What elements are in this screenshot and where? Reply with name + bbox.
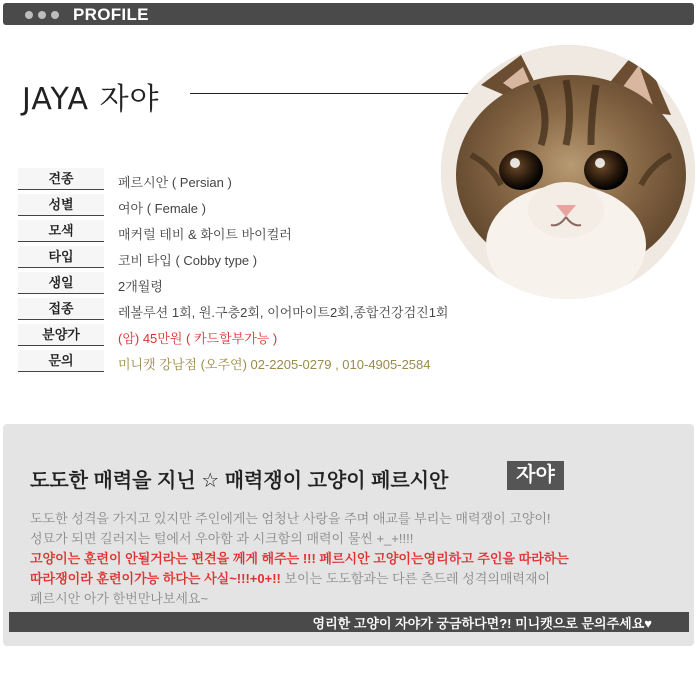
name-badge: 자야: [507, 461, 564, 490]
info-label: 문의: [18, 350, 104, 372]
dot-icon: [25, 11, 33, 19]
description-line-5: 페르시안 아가 한번만나보세요~: [30, 591, 209, 606]
header-dots: [25, 11, 59, 19]
description-line-4: [30, 568, 550, 587]
description-line-4-gray: 보이는 도도함과는 다른 츤드레 성격의매력재이: [280, 571, 551, 586]
info-label: 타입: [18, 246, 104, 268]
info-label: 접종: [18, 298, 104, 320]
kitten-photo: [441, 45, 695, 299]
description-line-2: 성묘가 되면 길러지는 털에서 우아함 과 시크함의 매력이 물씬 +_+!!!!: [30, 531, 414, 546]
info-label: 분양가: [18, 324, 104, 346]
kitten-illustration: [441, 45, 695, 299]
info-value: 매커럴 테비 & 화이트 바이컬러: [118, 227, 292, 242]
info-value: 레볼루션 1회, 원.구충2회, 이어마이트2회,종합건강검진1회: [118, 305, 449, 320]
headline-part1: 도도한 매력을 지닌: [30, 470, 202, 492]
description-line-4-red: 따라쟁이라 훈련이가능 하다는 사실~!!!+0+!!: [30, 571, 281, 586]
description-line-3: 고양이는 훈련이 안될거라는 편견을 께게 해주는 !!! 페르시안 고양이는영리하고 주인을 따라하는: [30, 551, 569, 566]
name-divider: [190, 93, 480, 94]
info-label: 견종: [18, 168, 104, 190]
headline: [30, 464, 448, 493]
cat-name: JAYA 자야: [22, 82, 160, 117]
headline-part2: 매력쟁이 고양이 페르시안: [219, 470, 449, 492]
dot-icon: [38, 11, 46, 19]
description-line-1: 도도한 성격을 가지고 있지만 주인에게는 엄청난 사랑을 주며 애교를 부리는 매력쟁이 고양이!: [30, 511, 551, 526]
header-title: PROFILE: [73, 5, 149, 24]
profile-header-bar: [3, 3, 694, 25]
info-value: 코비 타입 ( Cobby type ): [118, 253, 258, 268]
info-value: 여아 ( Female ): [118, 201, 206, 216]
info-value: 2개월령: [118, 279, 163, 294]
profile-header: [0, 0, 697, 27]
info-value: 미니캣 강남점 (오주연) 02-2205-0279 , 010-4905-2584: [118, 357, 431, 372]
dot-icon: [51, 11, 59, 19]
info-value: (암) 45만원 ( 카드할부가능 ): [118, 331, 278, 346]
info-label: 모색: [18, 220, 104, 242]
info-label: 생일: [18, 272, 104, 294]
footer-cta-text: 영리한 고양이 자야가 궁금하다면?! 미니캣으로 문의주세요♥: [312, 616, 652, 631]
info-label: 성별: [18, 194, 104, 216]
info-value: 페르시안 ( Persian ): [118, 175, 232, 190]
star-icon: ☆: [201, 470, 220, 492]
